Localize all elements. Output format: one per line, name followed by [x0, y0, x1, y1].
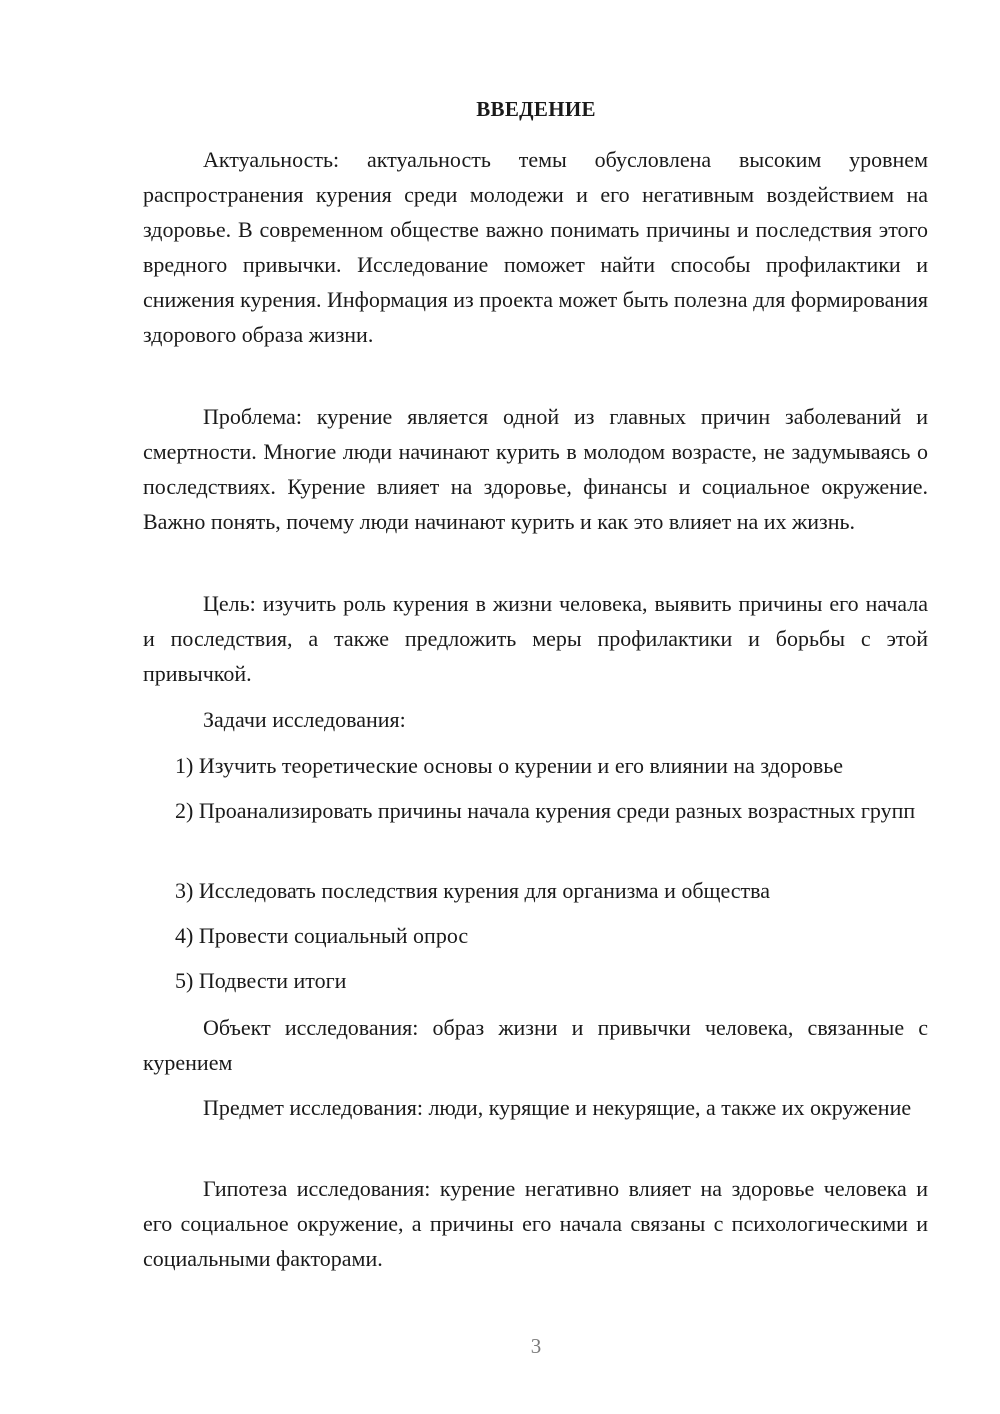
section-title: ВВЕДЕНИЕ — [476, 97, 596, 121]
task-item-3: 3) Исследовать последствия курения для организма и общества — [175, 878, 771, 903]
paragraph-relevance: Актуальность: актуальность темы обусловлена высоким уровнем распространения курения среди молодежи и его негативным воздействием на здоровье. В современном обществе важно понимать причины и последствия этого вредного привычки. Исследование поможет найти способы профилактики и снижения курения. Информация из проекта может быть полезна для формирования здорового образа жизни. — [143, 147, 929, 347]
paragraph-hypothesis: Гипотеза исследования: курение негативно влияет на здоровье человека и его социальное окружение, а причины его начала связаны с психологическими и социальными факторами. — [143, 1176, 928, 1271]
paragraph-tasks-heading: Задачи исследования: — [203, 707, 406, 732]
page-number: 3 — [530, 1334, 542, 1358]
task-item-5: 5) Подвести итоги — [175, 968, 347, 993]
paragraph-goal: Цель: изучить роль курения в жизни человека, выявить причины его начала и последствия, а также предложить меры профилактики и борьбы с этой привычкой. — [143, 591, 928, 686]
paragraph-object: Объект исследования: образ жизни и привычки человека, связанные с курением — [143, 1015, 928, 1075]
paragraph-subject: Предмет исследования: люди, курящие и некурящие, а также их окружение — [203, 1095, 912, 1120]
task-item-1: 1) Изучить теоретические основы о курении и его влиянии на здоровье — [175, 753, 844, 778]
paragraph-problem: Проблема: курение является одной из главных причин заболеваний и смертности. Многие люди начинают курить в молодом возрасте, не задумываясь о последствиях. Курение влияет на здоровье, финансы и социальное окружение. Важно понять, почему люди начинают курить и как это влияет на их жизнь. — [143, 404, 928, 534]
task-item-4: 4) Провести социальный опрос — [175, 923, 469, 948]
task-item-2: 2) Проанализировать причины начала курения среди разных возрастных групп — [175, 798, 916, 823]
